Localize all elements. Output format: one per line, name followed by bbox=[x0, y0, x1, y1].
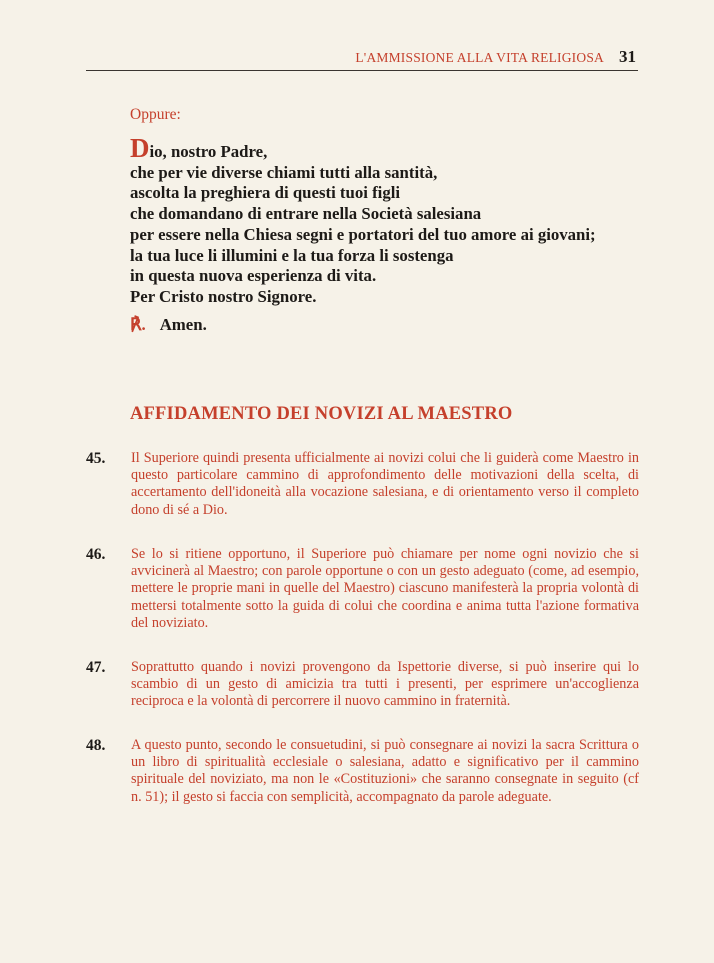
prayer-line: la tua luce li illumini e la tua forza li sostenga bbox=[130, 245, 454, 265]
dropcap-letter: D bbox=[130, 133, 150, 163]
section-heading: AFFIDAMENTO DEI NOVIZI AL MAESTRO bbox=[130, 404, 513, 424]
paragraph-number: 46. bbox=[86, 546, 106, 563]
prayer-line: in questa nuova esperienza di vita. bbox=[130, 266, 377, 286]
prayer-first-line bbox=[130, 133, 650, 163]
response-symbol: ℟. bbox=[130, 315, 146, 334]
paragraph-number: 45. bbox=[86, 450, 106, 467]
response-text: Amen. bbox=[159, 315, 207, 334]
prayer-text bbox=[130, 133, 650, 308]
running-header bbox=[86, 47, 638, 71]
paragraph-number: 47. bbox=[86, 659, 106, 676]
prayer-line: ascolta la preghiera di questi tuoi figli bbox=[130, 183, 401, 203]
prayer-line: che per vie diverse chiami tutti alla santità, bbox=[130, 162, 438, 182]
prayer-line: per essere nella Chiesa segni e portatori del tuo amore ai giovani; bbox=[130, 224, 596, 244]
paragraph-text: A questo punto, secondo le consuetudini, si può consegnare ai novizi la sacra Scrittura o un libro di spiritualità ecclesiale o salesiana, adatto e significativo per il cammino spirituale del noviziato, ma non le «Costituzioni» che saranno consegnate in seguito (cf n. 51); il gesto si faccia con semplicità, accompagnato da parole adeguate. bbox=[131, 737, 639, 805]
prayer-line: Per Cristo nostro Signore. bbox=[130, 286, 317, 306]
prayer-first-line-text: io, nostro Padre, bbox=[149, 142, 268, 161]
paragraph-text: Soprattutto quando i novizi provengono da Ispettorie diverse, si può inserire qui lo scambio di un gesto di amicizia tra tutti i presenti, per esprimere un'accoglienza reciproca e la volontà di percorrere il nuovo cammino in fraternità. bbox=[131, 659, 639, 710]
oppure-label: Oppure: bbox=[130, 106, 181, 123]
page-number: 31 bbox=[619, 47, 636, 66]
header-title: L'AMMISSIONE ALLA VITA RELIGIOSA bbox=[355, 50, 604, 65]
prayer-line: che domandano di entrare nella Società salesiana bbox=[130, 204, 482, 224]
paragraph-number: 48. bbox=[86, 737, 106, 754]
response-amen bbox=[130, 314, 207, 335]
paragraph-text: Se lo si ritiene opportuno, il Superiore può chiamare per nome ogni novizio che si avvicinerà al Maestro; con parole opportune o con un gesto adeguato (come, ad esempio, mettere le proprie mani in quelle del Maestro) ciascuno manifesterà la propria volontà di mettersi totalmente sotto la guida di colui che coordina e anima tutta l'azione formativa del noviziato. bbox=[131, 546, 639, 631]
paragraph-text: Il Superiore quindi presenta ufficialmente ai novizi colui che li guiderà come Maestro in questo particolare cammino di approfondimento delle motivazioni della scelta, di accertamento dell'idoneità alla vocazione salesiana, e di orientamento verso il completo dono di sé a Dio. bbox=[131, 450, 639, 518]
